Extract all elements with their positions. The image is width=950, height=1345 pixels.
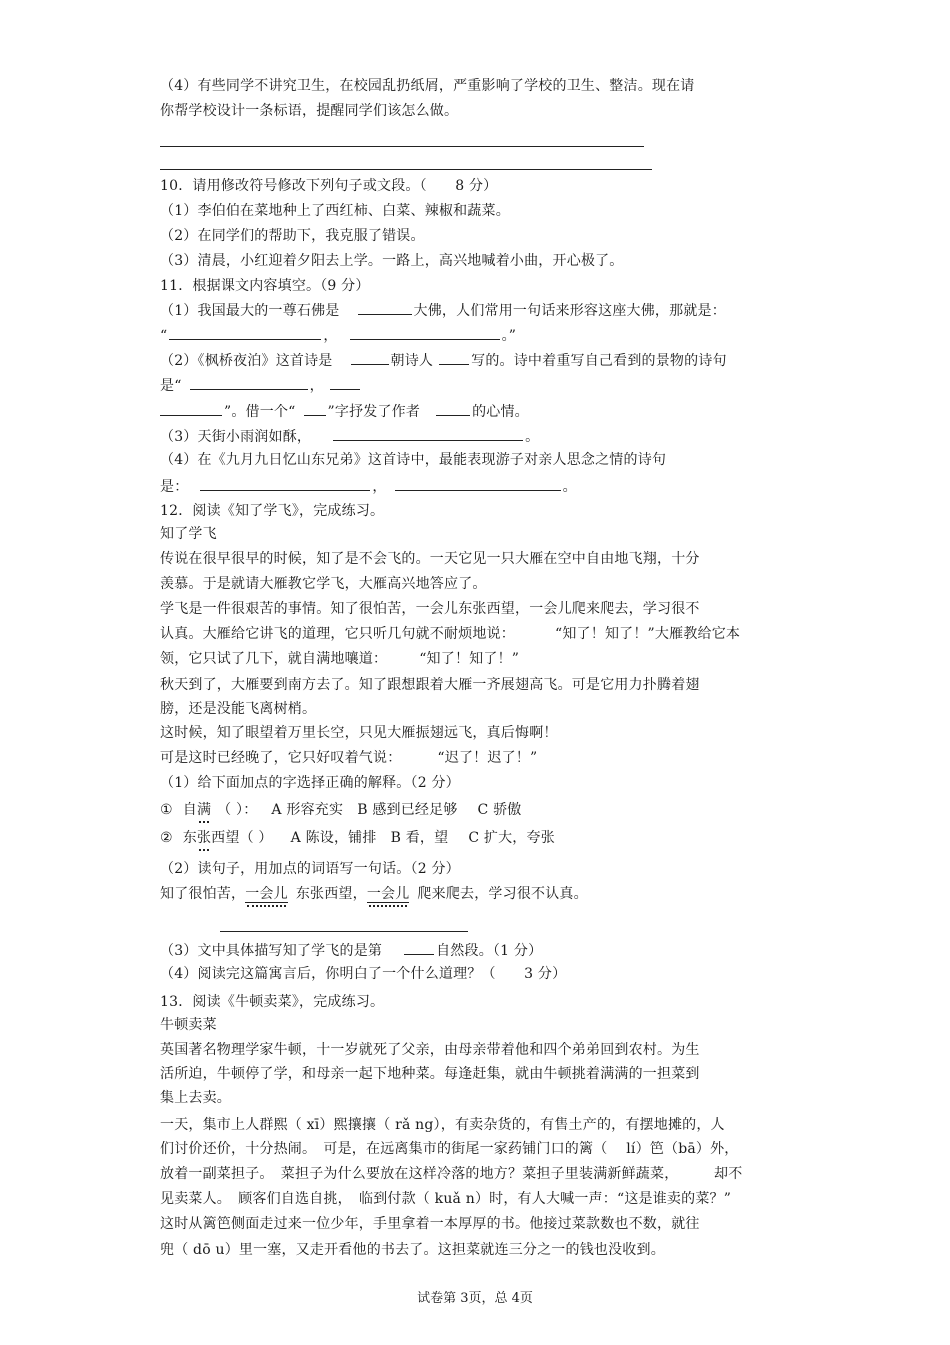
answer-blank[interactable] [358, 300, 412, 315]
q13-line: 放着一副菜担子。 菜担子为什么要放在这样冷落的地方？菜担子里装满新鲜蔬菜， 却不 [160, 1166, 743, 1182]
q13-title: 13．阅读《牛顿卖菜》，完成练习。 [160, 994, 385, 1010]
q10-title: 10．请用修改符号修改下列句子或文段。（ 8 分） [160, 178, 498, 194]
q13-line: 见卖菜人。 顾客们自选自挑， 临到付款（ kuǎ n）时，有人大喊一声：“这是谁卖的菜？” [160, 1191, 732, 1207]
q11-part2: （2）《枫桥夜泊》这首诗是 朝诗人 写的。诗中着重写自己看到的景物的诗句 [160, 350, 727, 371]
q11-part4-answer: 是： ， 。 [160, 476, 577, 497]
answer-paren[interactable]: （ ）： [217, 802, 258, 818]
q11-part3: （3）天街小雨润如酥， 。 [160, 426, 539, 447]
q12-para: 可是这时已经晚了，它只好叹着气说： “迟了！迟了！” [160, 750, 538, 766]
q12-sub4: （4）阅读完这篇寓言后，你明白了一个什么道理？（ 3 分） [160, 966, 567, 982]
q13-story-title: 牛顿卖菜 [160, 1017, 217, 1033]
answer-blank[interactable] [404, 940, 434, 955]
q11-part2-poem: 是“ ， [160, 375, 362, 396]
q12-para: 传说在很早很早的时候，知了是不会飞的。一天它见一只大雁在空中自由地飞翔，十分 [160, 551, 700, 567]
q12-para: 羡慕。于是就请大雁教它学飞，大雁高兴地答应了。 [160, 576, 487, 592]
answer-blank[interactable] [169, 325, 321, 340]
page-footer: 试卷第 3页，总 4页 [417, 1291, 533, 1306]
answer-blank[interactable] [190, 375, 308, 390]
answer-line[interactable] [160, 169, 652, 170]
q12-title: 12．阅读《知了学飞》，完成练习。 [160, 503, 385, 519]
answer-blank[interactable] [200, 476, 370, 491]
q12-para: 膀，还是没能飞离树梢。 [160, 701, 317, 717]
answer-blank[interactable] [395, 476, 561, 491]
answer-blank[interactable] [333, 426, 523, 441]
answer-blank[interactable] [439, 350, 469, 365]
q11-part2-end: ”。借一个“ ”字抒发了作者 的心情。 [160, 401, 529, 422]
answer-line[interactable] [220, 931, 468, 932]
q11-title: 11．根据课文内容填空。（9 分） [160, 278, 370, 294]
answer-blank[interactable] [304, 401, 326, 416]
answer-blank[interactable] [330, 375, 360, 390]
q12-option-1: ① 自满 （ ）： A 形容充实 B 感到已经足够 C 骄傲 [160, 802, 522, 818]
q10-item-3: （3）清晨，小红迎着夕阳去上学。一路上，高兴地喊着小曲，开心极了。 [160, 253, 624, 269]
q13-line: 集上去卖。 [160, 1090, 231, 1106]
q12-para: 秋天到了，大雁要到南方去了。知了跟想跟着大雁一齐展翅高飞。可是它用力扑腾着翅 [160, 677, 700, 693]
q12-sub2-sentence: 知了很怕苦，一会儿 东张西望，一会儿 爬来爬去，学习很不认真。 [160, 886, 588, 902]
q12-sub1-title: （1）给下面加点的字选择正确的解释。（2 分） [160, 775, 460, 791]
answer-paren[interactable]: 西望（ ） [211, 830, 273, 846]
answer-blank[interactable] [351, 350, 389, 365]
q9-4-line1: （4）有些同学不讲究卫生，在校园乱扔纸屑，严重影响了学校的卫生、整洁。现在请 [160, 78, 695, 94]
q12-para: 这时候，知了眼望着万里长空，只见大雁振翅远飞，真后悔啊！ [160, 725, 558, 741]
q13-line: 兜（ dō u）里一塞，又走开看他的书去了。这担菜就连三分之一的钱也没收到。 [160, 1242, 665, 1258]
q12-para: 领，它只试了几下，就自满地嚷道： “知了！知了！” [160, 651, 520, 667]
q12-option-2: ② 东张西望（ ） A 陈设，铺排 B 看，望 C 扩大，夸张 [160, 830, 555, 846]
q13-line: 活所迫，牛顿停了学，和母亲一起下地种菜。每逢赶集，就由牛顿挑着满满的一担菜到 [160, 1066, 700, 1082]
answer-blank[interactable] [436, 401, 470, 416]
q13-line: 这时从篱笆侧面走过来一位少年，手里拿着一本厚厚的书。他接过菜款数也不数，就往 [160, 1216, 700, 1232]
q12-sub2-title: （2）读句子，用加点的词语写一句话。（2 分） [160, 861, 460, 877]
q11-part4: （4）在《九月九日忆山东兄弟》这首诗中，最能表现游子对亲人思念之情的诗句 [160, 452, 667, 468]
q12-sub3: （3）文中具体描写知了学飞的是第 自然段。（1 分） [160, 940, 542, 961]
q10-item-1: （1）李伯伯在菜地种上了西红柿、白菜、辣椒和蔬菜。 [160, 203, 510, 219]
q12-para: 学飞是一件很艰苦的事情。知了很怕苦，一会儿东张西望，一会儿爬来爬去，学习很不 [160, 601, 700, 617]
answer-blank[interactable] [350, 325, 500, 340]
answer-blank[interactable] [160, 401, 222, 416]
answer-line[interactable] [160, 146, 644, 147]
q13-line: 一天，集市上人群熙（ xī）熙攘攘（ rǎ ng），有卖杂货的，有售土产的，有摆地摊的，人 [160, 1117, 725, 1133]
q12-story-title: 知了学飞 [160, 526, 217, 542]
q10-item-2: （2）在同学们的帮助下，我克服了错误。 [160, 228, 425, 244]
q9-4-line2: 你帮学校设计一条标语，提醒同学们该怎么做。 [160, 103, 459, 119]
q11-part1: （1）我国最大的一尊石佛是 大佛，人们常用一句话来形容这座大佛，那就是： [160, 300, 726, 321]
q13-line: 英国著名物理学家牛顿，十一岁就死了父亲，由母亲带着他和四个弟弟回到农村。为生 [160, 1042, 700, 1058]
q11-part1-quote: “ ， 。” [160, 325, 516, 346]
q13-line: 们讨价还价，十分热闹。 可是，在远离集市的街尾一家药铺门口的篱（ lí）笆（bā）外， [160, 1141, 739, 1157]
q12-para: 认真。大雁给它讲飞的道理，它只听几句就不耐烦地说： “知了！知了！”大雁教给它本 [160, 626, 741, 642]
